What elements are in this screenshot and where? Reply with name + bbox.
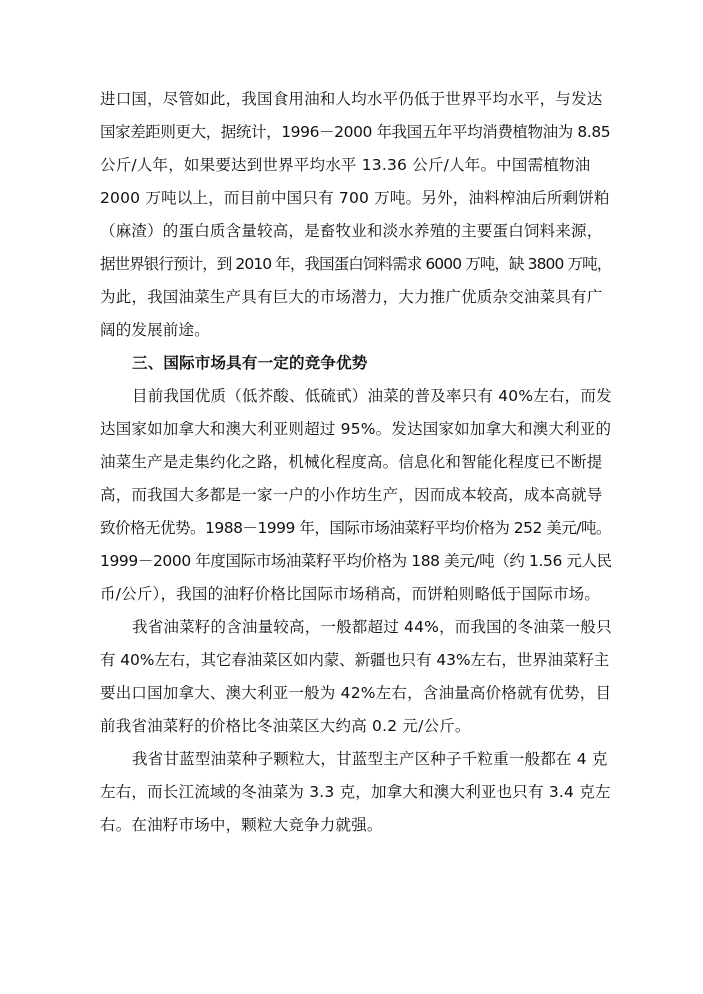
text-line: 左右，而长江流域的冬油菜为 3.3 克，加拿大和澳大利亚也只有 3.4 克左 — [100, 783, 611, 801]
section-heading: 三、国际市场具有一定的竞争优势 — [132, 354, 368, 372]
text-line: 目前我国优质（低芥酸、低硫甙）油菜的普及率只有 40%左右，而发 — [132, 387, 612, 405]
text-line: 据世界银行预计，到 2010 年，我国蛋白饲料需求 6000 万吨，缺 3800 万吨， — [100, 255, 612, 273]
text-line: 进口国，尽管如此，我国食用油和人均水平仍低于世界平均水平，与发达 — [100, 90, 603, 108]
text-line: 币/公斤），我国的油籽价格比国际市场稍高，而饼粕则略低于国际市场。 — [100, 585, 601, 603]
text-line: 致价格无优势。1988－1999 年，国际市场油菜籽平均价格为 252 美元/吨。 — [100, 519, 611, 537]
text-line: 右。在油籽市场中，颗粒大竞争力就强。 — [100, 816, 383, 834]
text-line: 前我省油菜籽的价格比冬油菜区大约高 0.2 元/公斤。 — [100, 717, 471, 735]
text-line: 公斤/人年，如果要达到世界平均水平 13.36 公斤/人年。中国需植物油 — [100, 156, 591, 174]
text-line: 阔的发展前途。 — [100, 321, 210, 339]
text-line: 1999－2000 年度国际市场油菜籽平均价格为 188 美元/吨（约 1.56 元人民 — [100, 552, 612, 570]
text-line: 国家差距则更大，据统计，1996－2000 年我国五年平均消费植物油为 8.85 — [100, 123, 611, 141]
text-line: 有 40%左右，其它春油菜区如内蒙、新疆也只有 43%左右，世界油菜籽主 — [100, 651, 610, 669]
text-line: 为此，我国油菜生产具有巨大的市场潜力，大力推广优质杂交油菜具有广 — [100, 288, 603, 306]
text-line: （麻渣）的蛋白质含量较高，是畜牧业和淡水养殖的主要蛋白饲料来源， — [100, 222, 603, 240]
text-line: 要出口国加拿大、澳大利亚一般为 42%左右，含油量高价格就有优势，目 — [100, 684, 612, 702]
text-line: 高，而我国大多都是一家一户的小作坊生产，因而成本较高，成本高就导 — [100, 486, 603, 504]
text-line: 2000 万吨以上，而目前中国只有 700 万吨。另外，油料榨油后所剩饼粕 — [100, 189, 610, 207]
text-line: 达国家如加拿大和澳大利亚则超过 95%。发达国家如加拿大和澳大利亚的 — [100, 420, 612, 438]
text-line: 我省油菜籽的含油量较高，一般都超过 44%，而我国的冬油菜一般只 — [132, 618, 612, 636]
text-line: 我省甘蓝型油菜种子颗粒大，甘蓝型主产区种子千粒重一般都在 4 克 — [132, 750, 608, 768]
text-line: 油菜生产是走集约化之路，机械化程度高。信息化和智能化程度已不断提 — [100, 453, 603, 471]
